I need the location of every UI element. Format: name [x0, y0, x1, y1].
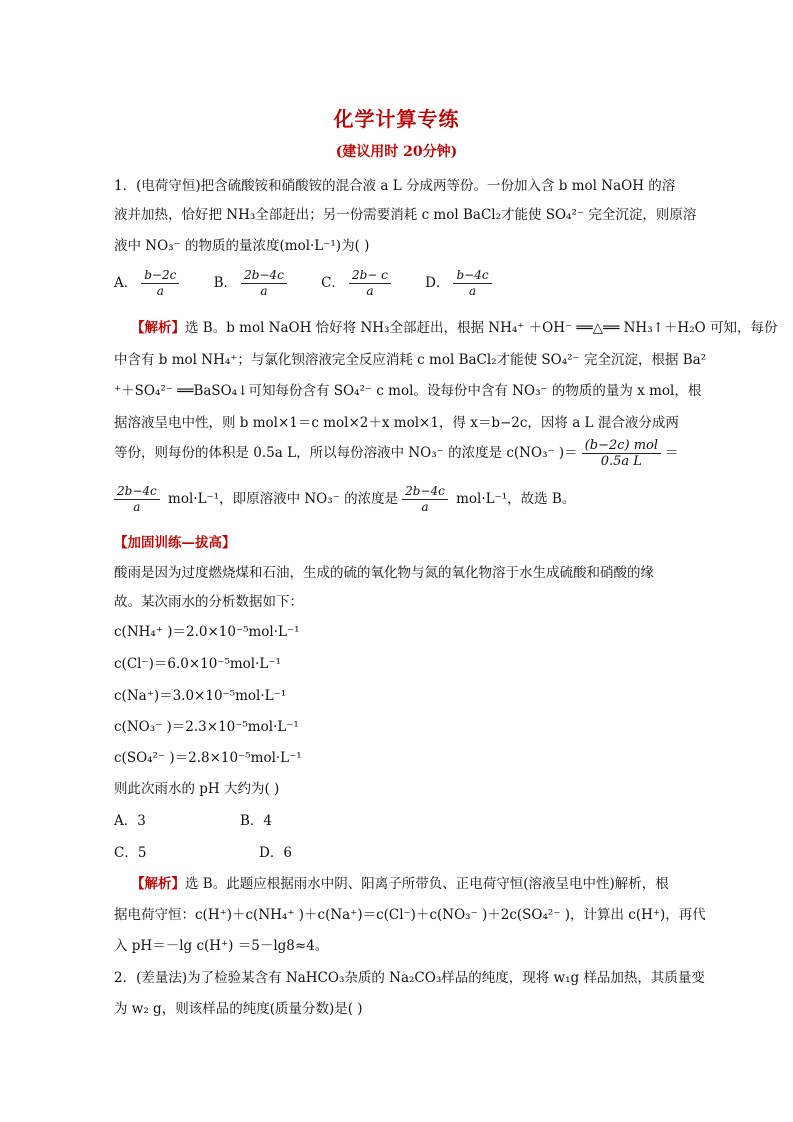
data-row: c(Cl⁻)＝6.0×10⁻⁵mol·L⁻¹: [114, 656, 281, 672]
practice-option-c: C．5: [114, 845, 147, 861]
fraction-numerator: 2b−4c: [241, 268, 287, 284]
data-row: c(NH₄⁺ )＝2.0×10⁻⁵mol·L⁻¹: [114, 624, 300, 640]
fraction-numerator: 2b− c: [349, 268, 391, 284]
q1-option-d: [425, 268, 495, 299]
data-row: c(Na⁺)＝3.0×10⁻⁵mol·L⁻¹: [114, 688, 287, 704]
practice-question: 则此次雨水的 pH 大约为( ): [114, 781, 280, 797]
result-fraction: [114, 484, 160, 515]
a1-line-4: 据溶液呈电中性，则 b mol×1＝c mol×2＋x mol×1，得 x＝b−2c，因将 a L 混合液分成两: [114, 415, 679, 431]
fraction-denominator: a: [156, 284, 164, 298]
option-fraction: [349, 268, 391, 299]
practice-answer-line-3: 入 pH＝－lg c(H⁺) ＝5－lg8≈4。: [114, 938, 329, 954]
q2-line-2: 为 w₂ g，则该样品的纯度(质量分数)是( ): [114, 1001, 363, 1017]
q1-option-a: [114, 268, 183, 299]
concentration-fraction: [582, 438, 661, 469]
a1-line-2: 中含有 b mol NH₄⁺；与氯化钡溶液完全反应消耗 c mol BaCl₂才能使 SO₄²⁻ 完全沉淀，根据 Ba²: [114, 352, 707, 368]
analysis-text: 选 B。b mol NaOH 恰好将 NH₃全部赶出，根据 NH₄⁺ ＋OH⁻ ══△══ NH₃↑＋H₂O 可知，每份: [185, 320, 778, 336]
fraction-denominator: a: [260, 284, 268, 298]
option-fraction: [453, 268, 491, 299]
a1-line-3: ⁺＋SO₄²⁻ ══BaSO₄↓可知每份含有 SO₄²⁻ c mol。设每份中含有 NO₃⁻ 的物质的量为 x mol，根: [114, 383, 702, 399]
practice-line-2: 故。某次雨水的分析数据如下：: [114, 594, 303, 610]
analysis-text: mol·L⁻¹，即原溶液中 NO₃⁻ 的浓度是: [163, 491, 399, 507]
analysis-tag: 【解析】: [131, 876, 185, 892]
q1-options: [114, 268, 522, 299]
data-row: c(SO₄²⁻ )＝2.8×10⁻⁵mol·L⁻¹: [114, 750, 302, 766]
page-subtitle: (建议用时 20分钟): [335, 144, 458, 160]
fraction-denominator: a: [366, 284, 374, 298]
a1-line-5: [114, 438, 679, 469]
analysis-text: mol·L⁻¹，故选 B。: [451, 491, 576, 507]
option-label: D．: [425, 275, 450, 291]
practice-answer-line-2: 据电荷守恒：c(H⁺)＋c(NH₄⁺ )＋c(Na⁺)＝c(Cl⁻)＋c(NO₃⁻ )＋2c(SO₄²⁻ )，计算出 c(H⁺)，再代: [114, 907, 706, 923]
fraction-numerator: b−2c: [141, 268, 179, 284]
fraction-numerator: (b−2c) mol: [582, 438, 661, 454]
fraction-denominator: 0.5a L: [600, 454, 642, 469]
q1-line-2: 液并加热，恰好把 NH₃全部赶出；另一份需要消耗 c mol BaCl₂才能使 SO₄²⁻ 完全沉淀，则原溶: [114, 207, 697, 223]
practice-option-a: A．3: [114, 813, 146, 829]
practice-line-1: 酸雨是因为过度燃烧煤和石油，生成的硫的氧化物与氮的氧化物溶于水生成硫酸和硝酸的缘: [114, 565, 654, 581]
q2-line-1: 2．(差量法)为了检验某含有 NaHCO₃杂质的 Na₂CO₃样品的纯度，现将 w₁g 样品加热，其质量变: [114, 970, 705, 986]
option-fraction: [141, 268, 179, 299]
option-label: B．: [213, 275, 238, 291]
practice-answer-line-1: [131, 874, 669, 894]
analysis-text: 选 B。此题应根据雨水中阴、阳离子所带负、正电荷守恒(溶液呈电中性)解析，根: [185, 876, 669, 892]
q1-line-1: 1．(电荷守恒)把含硫酸铵和硝酸铵的混合液 a L 分成两等份。一份加入含 b mol NaOH 的溶: [114, 178, 676, 194]
fraction-denominator: a: [468, 284, 477, 298]
analysis-text: ＝: [665, 445, 679, 461]
analysis-text: 等份，则每份的体积是 0.5a L，所以每份溶液中 NO₃⁻ 的浓度是 c(NO₃⁻ )＝: [114, 445, 578, 461]
option-label: A．: [114, 275, 138, 291]
q1-option-b: [214, 268, 291, 299]
a1-line-1: [131, 318, 777, 338]
a1-line-6: [114, 484, 575, 515]
fraction-denominator: a: [133, 500, 141, 514]
fraction-numerator: 2b−4c: [402, 484, 448, 500]
fraction-denominator: a: [421, 500, 429, 514]
option-fraction: [241, 268, 287, 299]
q1-line-3: 液中 NO₃⁻ 的物质的量浓度(mol·L⁻¹)为( ): [114, 238, 370, 254]
fraction-numerator: b−4c: [453, 268, 491, 284]
q1-option-c: [321, 268, 395, 299]
page-title: 化学计算专练: [333, 107, 460, 131]
result-fraction: [402, 484, 448, 515]
practice-option-d: D．6: [259, 845, 292, 861]
fraction-numerator: 2b−4c: [114, 484, 160, 500]
data-row: c(NO₃⁻ )＝2.3×10⁻⁵mol·L⁻¹: [114, 719, 299, 735]
practice-option-b: B．4: [240, 813, 273, 829]
practice-heading: 【加固训练—拔高】: [114, 535, 236, 551]
option-label: C．: [321, 275, 345, 291]
analysis-tag: 【解析】: [131, 320, 185, 336]
